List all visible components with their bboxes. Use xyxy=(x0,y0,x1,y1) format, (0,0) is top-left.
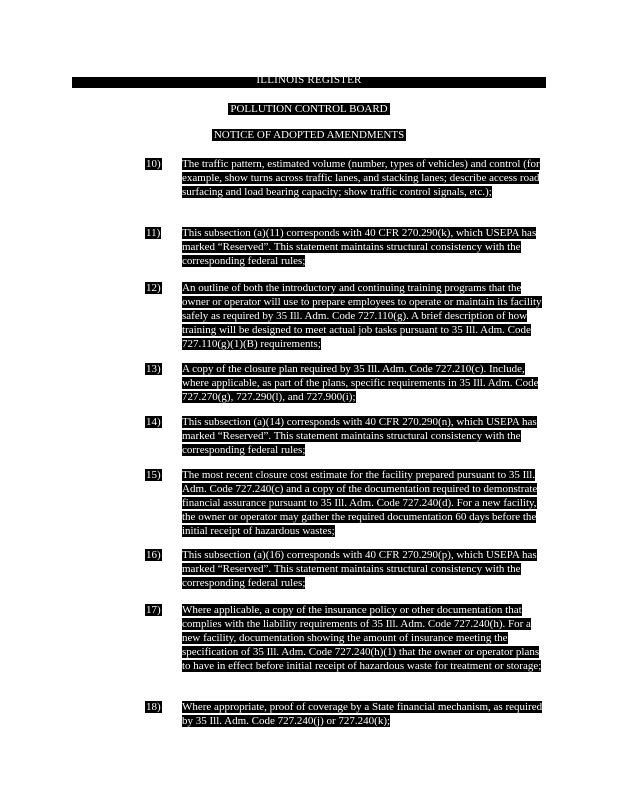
item-number: 14) xyxy=(146,416,161,428)
board-title: POLLUTION CONTROL BOARD xyxy=(230,103,388,115)
item-text: This subsection (a)(14) corresponds with 40 CFR 270.290(n), which USEPA has marked “Reserved”. This statement maintains structural consistency with the corresponding federal rules; xyxy=(182,416,537,456)
item-number: 16) xyxy=(146,549,161,561)
item-number: 18) xyxy=(146,701,161,713)
item-text: Where applicable, a copy of the insurance policy or other documentation that complies with the liability requirements of 35 Ill. Adm. Code 727.240(h). For a new facility, documentation showing the amount of insurance meeting the specification of 35 Ill. Adm. Code 727.240(h)(1) that the owner or operator plans to have in effect before initial receipt of hazardous waste for treatment or storage; xyxy=(182,604,542,672)
item-text: The traffic pattern, estimated volume (number, types of vehicles) and control (for example, show turns across traffic lanes, and stacking lanes; describe access road surfacing and load bearing capacity; show traffic control signals, etc.); xyxy=(182,158,540,198)
item-number: 17) xyxy=(146,604,161,616)
item-number: 11) xyxy=(146,227,161,239)
item-text: This subsection (a)(16) corresponds with 40 CFR 270.290(p), which USEPA has marked “Reserved”. This statement maintains structural consistency with the corresponding federal rules; xyxy=(182,549,537,589)
item-number: 13) xyxy=(146,363,161,375)
item-text: This subsection (a)(11) corresponds with 40 CFR 270.290(k), which USEPA has marked “Reserved”. This statement maintains structural consistency with the corresponding federal rules; xyxy=(182,227,537,267)
item-number: 12) xyxy=(146,282,161,294)
register-title: ILLINOIS REGISTER xyxy=(256,74,362,86)
item-text: Where appropriate, proof of coverage by a State financial mechanism, as required by 35 Ill. Adm. Code 727.240(j) or 727.240(k); xyxy=(182,701,543,727)
item-number: 15) xyxy=(146,469,161,481)
notice-title: NOTICE OF ADOPTED AMENDMENTS xyxy=(213,129,405,141)
item-text: An outline of both the introductory and continuing training programs that the owner or operator will use to prepare employees to operate or maintain its facility safely as required by 35 Ill. Adm. Code 727.110(g). A brief description of how training will be designed to meet actual job tasks pursuant to 35 Ill. Adm. Code 727.110(g)(1)(B) requirements; xyxy=(182,282,542,350)
item-number: 10) xyxy=(146,158,161,170)
item-text: The most recent closure cost estimate for the facility prepared pursuant to 35 Ill. Adm. Code 727.240(c) and a copy of the documentation required to demonstrate financial assurance pursuant to 35 Ill. Adm. Code 727.240(d). For a new facility, the owner or operator may gather the required documentation 60 days before the initial receipt of hazardous wastes; xyxy=(182,469,538,537)
item-text: A copy of the closure plan required by 35 Ill. Adm. Code 727.210(c). Include, where applicable, as part of the plans, specific requirements in 35 Ill. Adm. Code 727.270(g), 727.290(l), and 727.900(i); xyxy=(182,363,539,403)
